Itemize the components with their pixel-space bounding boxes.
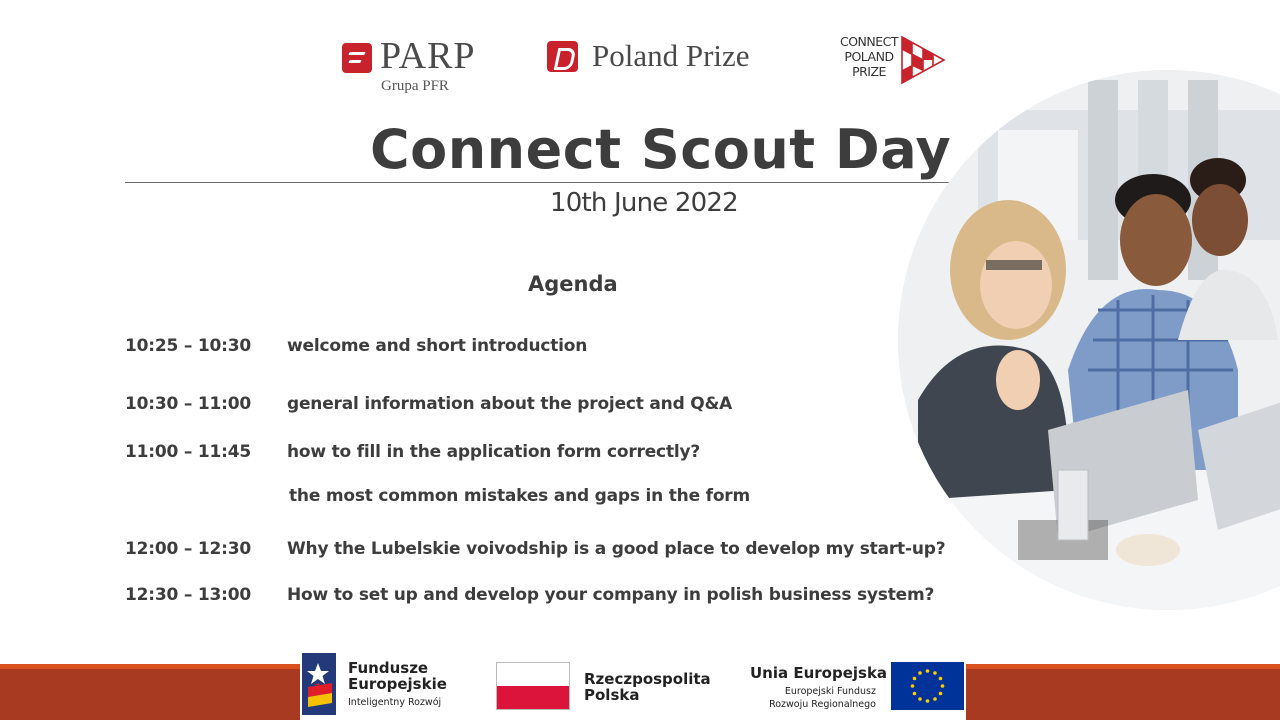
poland-prize-logo-icon (547, 41, 578, 72)
polish-flag-icon (496, 662, 570, 710)
rzeczpospolita-line-1: Rzeczpospolita (584, 670, 711, 688)
agenda-description: general information about the project and Q&A (287, 394, 733, 414)
unia-title: Unia Europejska (750, 664, 888, 682)
poland-prize-logo-name: Poland Prize (592, 38, 750, 73)
rzeczpospolita-line-2: Polska (584, 686, 640, 704)
fundusze-star-shape (307, 663, 329, 685)
fundusze-line-2: Europejskie (348, 675, 447, 693)
title-underline (125, 182, 975, 183)
fundusze-title (348, 660, 447, 692)
fundusze-star-icon (302, 653, 336, 715)
eu-flag-icon (891, 662, 964, 710)
event-title: Connect Scout Day (370, 118, 952, 181)
cpp-line-1: CONNECT (839, 34, 899, 49)
unia-subtitle (762, 685, 876, 711)
team-photo-image (898, 70, 1280, 610)
parp-logo-subtitle: Grupa PFR (381, 78, 449, 94)
agenda-time: 12:30 – 13:00 (125, 585, 251, 605)
flag-red-stripe (497, 686, 569, 709)
fundusze-subtitle: Inteligentny Rozwój (348, 697, 442, 708)
agenda-time: 10:25 – 10:30 (125, 336, 251, 356)
cpp-line-2: POLAND (844, 49, 894, 64)
parp-logo-name: PARP (380, 35, 476, 77)
agenda-heading: Agenda (528, 272, 618, 296)
cpp-line-3: PRIZE (852, 64, 886, 79)
event-date: 10th June 2022 (550, 188, 738, 218)
agenda-time: 11:00 – 11:45 (125, 442, 251, 462)
poland-prize-logo (547, 40, 777, 76)
fundusze-flag-shape (308, 683, 332, 711)
connect-poland-prize-logo (838, 34, 948, 88)
agenda-time: 10:30 – 11:00 (125, 394, 251, 414)
connect-poland-prize-logo-text (838, 34, 900, 79)
team-photo (898, 70, 1280, 610)
rzeczpospolita-label (584, 671, 711, 703)
footer-logos (300, 650, 966, 720)
unia-line-2: Europejski Fundusz (784, 686, 876, 697)
agenda-time: 12:00 – 12:30 (125, 539, 251, 559)
agenda-description: Why the Lubelskie voivodship is a good place to develop my start-up? (287, 539, 946, 559)
eu-stars (891, 662, 964, 710)
parp-logo (342, 35, 492, 96)
parp-logo-icon (342, 43, 372, 73)
agenda-description: How to set up and develop your company in polish business system? (287, 585, 935, 605)
agenda-description: welcome and short introduction (287, 336, 588, 356)
triangle-cube-logo-icon (900, 35, 946, 85)
flag-white-stripe (497, 663, 569, 686)
agenda-description: the most common mistakes and gaps in the form (289, 486, 750, 506)
fundusze-line-1: Fundusze (348, 659, 429, 677)
unia-line-3: Rozwoju Regionalnego (769, 699, 876, 710)
agenda-description: how to fill in the application form correctly? (287, 442, 701, 462)
